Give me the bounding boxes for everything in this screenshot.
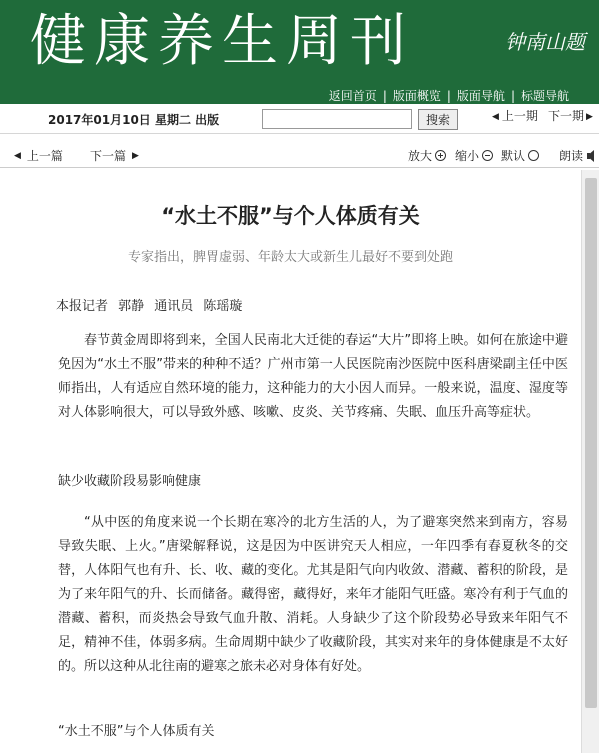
article-byline: 本报记者 郭静 通讯员 陈瑶璇 — [56, 299, 243, 314]
next-issue-label: 下一期 — [548, 109, 585, 123]
nav-separator: | — [382, 89, 387, 103]
article-toolbar — [0, 144, 599, 168]
article-paragraph: “从中医的角度来说一个长期在寒冷的北方生活的人，为了避寒突然来到南方，容易导致失眠、上火。”唐梁解释说，这是因为中医讲究天人相应，一年四季有春夏秋冬的交替，人体阳气也有升、长、收、藏的变化。尤其是阳气向内收敛、潜藏、蓄积的阶段，是为了来年阳气的升、长而储备。藏得密，藏得好，来年才能阳气旺盛。寒冷有利于气血的潜藏、蓄积，而炎热会导致气血升散、消耗。人身缺少了这个阶段势必导致来年阳气不足，精神不佳，体弱多病。生命周期中缺少了收藏阶段，其实对来年的身体健康是不太好的。所以这种从北往南的避寒之旅未必对身体有好处。 — [58, 515, 568, 674]
section-subtitle: 缺少收藏阶段易影响健康 — [58, 474, 202, 489]
nav-separator: | — [446, 89, 451, 103]
prev-article-button[interactable] — [14, 147, 63, 164]
prev-issue-label: 上一期 — [501, 109, 538, 123]
circle-icon — [528, 150, 539, 161]
nav-overview-link[interactable]: 版面概览 — [392, 89, 441, 103]
next-issue-link[interactable] — [548, 107, 593, 124]
prev-article-label: 上一篇 — [26, 149, 63, 163]
default-size-button[interactable] — [501, 147, 539, 164]
section-subtitle: “水土不服”与个人体质有关 — [58, 724, 215, 739]
triangle-left-icon: ◀ — [492, 111, 499, 122]
zoom-out-label: 缩小 — [455, 149, 480, 163]
newspaper-title: 健康养生周刊 — [30, 9, 414, 74]
triangle-right-icon: ▶ — [132, 150, 139, 161]
search-input[interactable] — [262, 109, 412, 129]
minus-circle-icon — [482, 150, 493, 161]
article-paragraph: 春节黄金周即将到来，全国人民南北大迁徙的春运“大片”即将上映。如何在旅途中避免因为“水土不服”带来的种种不适？广州市第一人民医院南沙医院中医科唐梁副主任中医师指出，人有适应自然环境的能力，这种能力的大小因人而异。一般来说，温度、湿度等对人体影响很大，可以导致外感、咳嗽、皮炎、关节疼痛、失眠、血压升高等症状。 — [58, 333, 568, 420]
speaker-icon — [587, 150, 594, 162]
masthead-banner — [0, 0, 599, 88]
vertical-scrollbar[interactable] — [581, 170, 599, 753]
zoom-in-button[interactable] — [408, 147, 446, 164]
nav-title-nav-link[interactable]: 标题导航 — [520, 89, 569, 103]
default-size-label: 默认 — [501, 149, 526, 163]
zoom-out-button[interactable] — [455, 147, 493, 164]
article-headline: “水土不服”与个人体质有关 — [161, 204, 420, 228]
prev-issue-link[interactable] — [492, 107, 538, 124]
article-content — [0, 170, 581, 753]
article-subheadline: 专家指出，脾胃虚弱、年龄太大或新生儿最好不要到处跑 — [127, 250, 453, 265]
scrollbar-thumb[interactable] — [585, 178, 597, 708]
calligraphy-signature: 钟南山题 — [505, 30, 585, 54]
next-article-label: 下一篇 — [90, 149, 127, 163]
nav-separator: | — [510, 89, 515, 103]
issue-date: 2017年01月10日 星期二 出版 — [48, 113, 220, 127]
nav-page-nav-link[interactable]: 版面导航 — [456, 89, 505, 103]
zoom-in-label: 放大 — [408, 149, 433, 163]
read-aloud-button[interactable] — [559, 147, 594, 164]
top-nav — [0, 88, 599, 104]
triangle-left-icon: ◀ — [14, 150, 21, 161]
next-article-button[interactable] — [90, 147, 139, 164]
search-button[interactable]: 搜索 — [418, 109, 458, 130]
date-search-bar — [0, 104, 599, 134]
triangle-right-icon: ▶ — [586, 111, 593, 122]
read-aloud-label: 朗读 — [559, 149, 584, 163]
nav-home-link[interactable]: 返回首页 — [328, 89, 377, 103]
plus-circle-icon — [435, 150, 446, 161]
